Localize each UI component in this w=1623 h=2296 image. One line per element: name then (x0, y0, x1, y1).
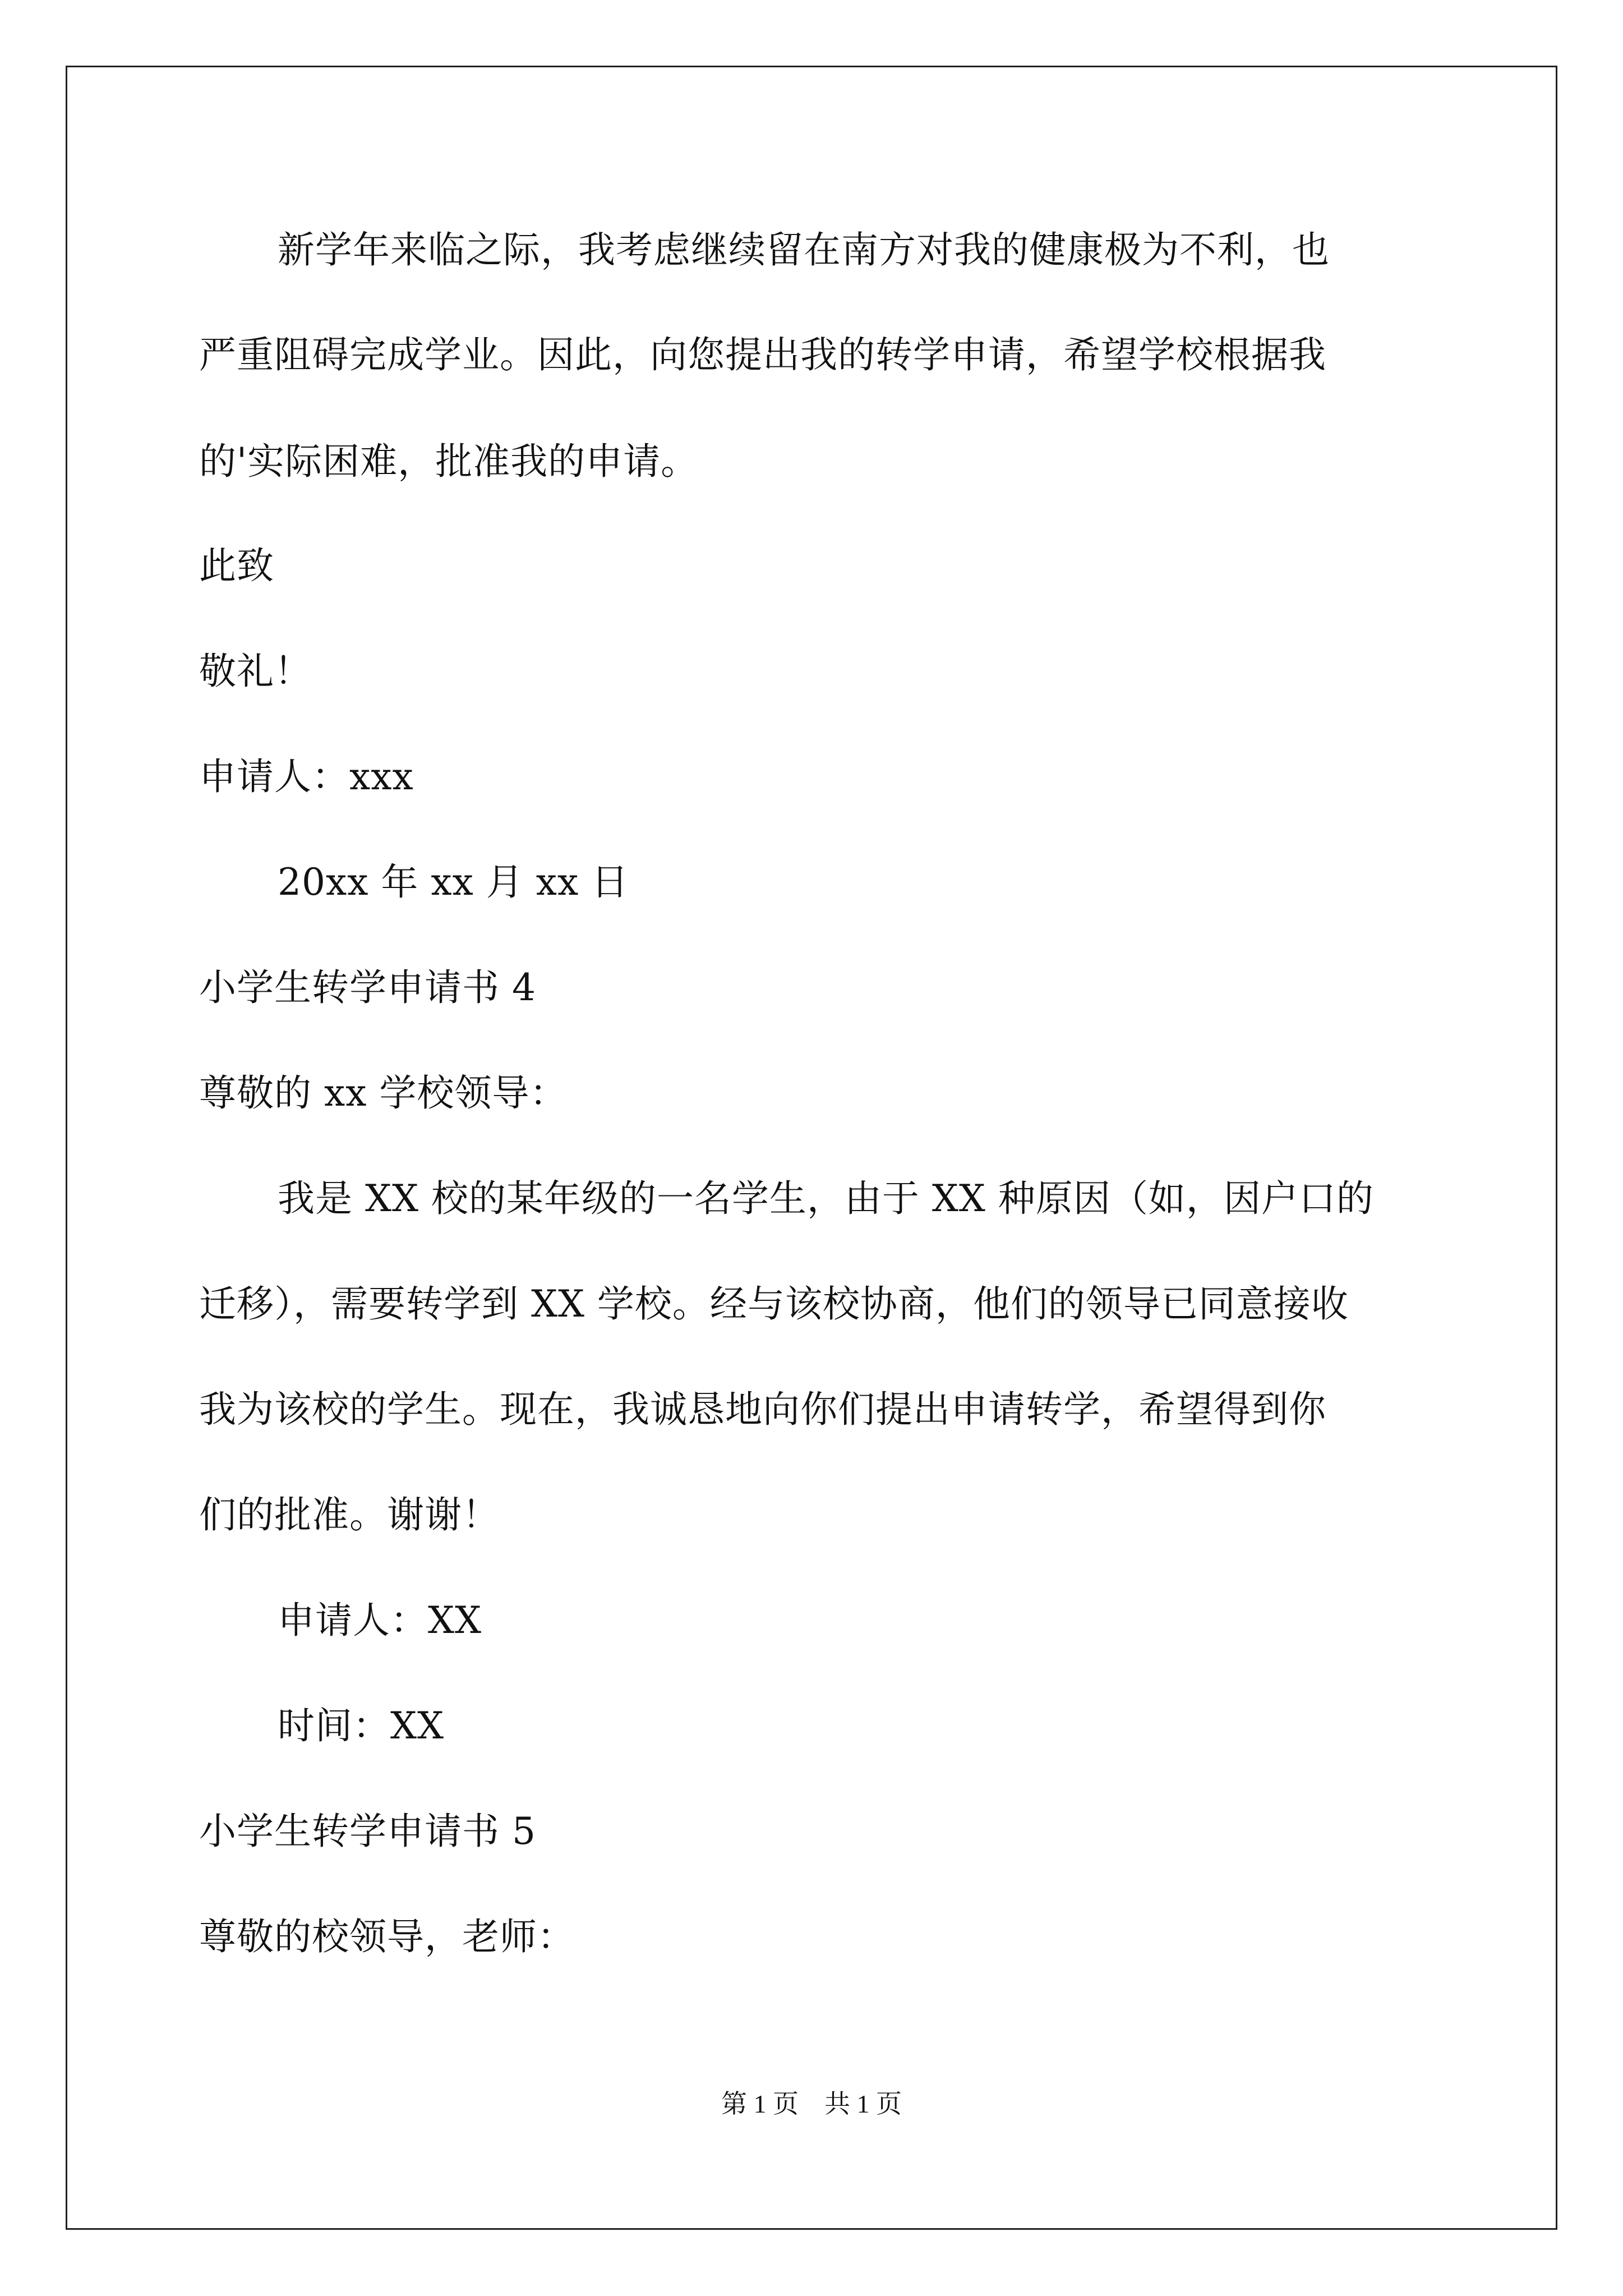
page-border (66, 66, 1557, 2230)
paragraph-line-2: 严重阻碍完成学业。因此，向您提出我的转学申请，希望学校根据我 (199, 333, 1326, 376)
date-line: 20xx 年 xx 月 xx 日 (278, 861, 629, 904)
applicant-line-4: 申请人：XX (278, 1599, 482, 1642)
body-line-4-2: 迁移），需要转学到 XX 学校。经与该校协商，他们的领导已同意接收 (199, 1282, 1349, 1326)
salutation-5: 尊敬的校领导，老师： (199, 1915, 575, 1958)
body-line-4-3: 我为该校的学生。现在，我诚恳地向你们提出申请转学，希望得到你 (199, 1388, 1326, 1431)
paragraph-line-1: 新学年来临之际，我考虑继续留在南方对我的健康极为不利，也 (278, 228, 1330, 272)
body-line-4-1: 我是 XX 校的某年级的一名学生，由于 XX 种原因（如，因户口的 (278, 1177, 1374, 1220)
closing-salutation: 此致 (199, 544, 274, 587)
page-footer: 第 1 页 共 1 页 (721, 2090, 902, 2118)
salutation-4: 尊敬的 xx 学校领导： (199, 1071, 568, 1115)
time-line-4: 时间：XX (278, 1704, 444, 1747)
closing-regards: 敬礼！ (199, 650, 312, 693)
paragraph-line-3: 的'实际困难，批准我的申请。 (199, 440, 699, 483)
section-title-5: 小学生转学申请书 5 (199, 1810, 536, 1853)
section-title-4: 小学生转学申请书 4 (199, 966, 536, 1009)
applicant-line: 申请人：xxx (199, 755, 414, 798)
body-line-4-4: 们的批准。谢谢！ (199, 1493, 500, 1536)
